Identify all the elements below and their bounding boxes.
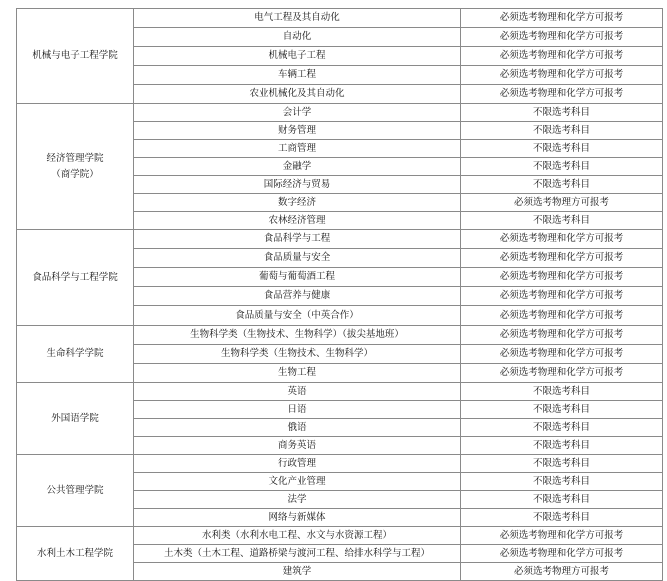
college-cell: [17, 383, 134, 455]
requirement-cell: 必须选考物理和化学方可报考: [461, 47, 663, 66]
requirement-cell: 不限选考科目: [461, 140, 663, 158]
table-row: [17, 455, 663, 473]
requirement-cell: 不限选考科目: [461, 212, 663, 230]
major-cell: 行政管理: [134, 455, 461, 473]
table-row: [17, 527, 663, 545]
table-row: [17, 104, 663, 122]
major-cell: 自动化: [134, 28, 461, 47]
requirement-cell: 必须选考物理和化学方可报考: [461, 364, 663, 383]
requirement-cell: 必须选考物理和化学方可报考: [461, 249, 663, 268]
major-cell: 水利类（水利水电工程、水文与水资源工程）: [134, 527, 461, 545]
major-cell: 生物科学类（生物技术、生物科学）（拔尖基地班）: [134, 326, 461, 345]
requirement-cell: 必须选考物理和化学方可报考: [461, 85, 663, 104]
requirement-cell: 必须选考物理和化学方可报考: [461, 287, 663, 306]
table-row: [17, 9, 663, 28]
requirement-cell: 必须选考物理方可报考: [461, 563, 663, 581]
major-cell: 建筑学: [134, 563, 461, 581]
college-name-line: 机械与电子工程学院: [32, 50, 118, 61]
requirement-cell: 不限选考科目: [461, 419, 663, 437]
requirement-cell: 必须选考物理和化学方可报考: [461, 268, 663, 287]
requirement-cell: 不限选考科目: [461, 437, 663, 455]
college-cell: [17, 9, 134, 104]
requirement-cell: 不限选考科目: [461, 455, 663, 473]
major-cell: 葡萄与葡萄酒工程: [134, 268, 461, 287]
requirement-cell: 必须选考物理和化学方可报考: [461, 306, 663, 326]
college-name-line: 外国语学院: [51, 412, 99, 424]
table-body: [17, 9, 663, 581]
table-row: [17, 383, 663, 401]
requirement-cell: 必须选考物理和化学方可报考: [461, 9, 663, 28]
requirement-cell: 不限选考科目: [461, 401, 663, 419]
major-cell: 英语: [134, 383, 461, 401]
major-cell: 国际经济与贸易: [134, 176, 461, 194]
requirement-cell: 必须选考物理和化学方可报考: [461, 545, 663, 563]
major-cell: 食品科学与工程: [134, 230, 461, 249]
major-cell: 法学: [134, 491, 461, 509]
college-name-line: （商学院）: [51, 168, 99, 180]
requirement-cell: 必须选考物理方可报考: [461, 194, 663, 212]
requirement-cell: 必须选考物理和化学方可报考: [461, 527, 663, 545]
requirement-cell: 必须选考物理和化学方可报考: [461, 326, 663, 345]
requirement-cell: 不限选考科目: [461, 104, 663, 122]
requirement-cell: 不限选考科目: [461, 509, 663, 527]
college-name-line: 公共管理学院: [46, 484, 104, 496]
college-cell: [17, 326, 134, 383]
requirement-cell: 不限选考科目: [461, 122, 663, 140]
college-cell: [17, 104, 134, 230]
requirement-cell: 必须选考物理和化学方可报考: [461, 345, 663, 364]
major-cell: 生物科学类（生物技术、生物科学）: [134, 345, 461, 364]
major-cell: 商务英语: [134, 437, 461, 455]
college-name-line: 水利土木工程学院: [36, 547, 113, 559]
requirement-cell: 不限选考科目: [461, 491, 663, 509]
major-cell: 文化产业管理: [134, 473, 461, 491]
major-cell: 食品质量与安全: [134, 249, 461, 268]
major-requirements-table: [16, 8, 663, 581]
major-cell: 食品营养与健康: [134, 287, 461, 306]
requirement-cell: 不限选考科目: [461, 383, 663, 401]
major-cell: 工商管理: [134, 140, 461, 158]
requirement-cell: 必须选考物理和化学方可报考: [461, 230, 663, 249]
requirement-cell: 必须选考物理和化学方可报考: [461, 66, 663, 85]
college-cell: [17, 455, 134, 527]
college-name-line: 生命科学学院: [46, 348, 104, 359]
college-cell: [17, 230, 134, 326]
requirement-cell: 不限选考科目: [461, 473, 663, 491]
major-cell: 生物工程: [134, 364, 461, 383]
major-cell: 车辆工程: [134, 66, 461, 85]
major-cell: 网络与新媒体: [134, 509, 461, 527]
table-row: [17, 326, 663, 345]
requirement-cell: 不限选考科目: [461, 176, 663, 194]
college-name-line: 经济管理学院: [46, 152, 104, 164]
major-cell: 农林经济管理: [134, 212, 461, 230]
major-cell: 食品质量与安全（中英合作）: [134, 306, 461, 326]
major-cell: 数字经济: [134, 194, 461, 212]
requirement-cell: 不限选考科目: [461, 158, 663, 176]
major-cell: 土木类（土木工程、道路桥梁与渡河工程、给排水科学与工程）: [134, 545, 461, 563]
college-name-line: 食品科学与工程学院: [32, 271, 118, 283]
major-cell: 金融学: [134, 158, 461, 176]
major-cell: 农业机械化及其自动化: [134, 85, 461, 104]
major-cell: 日语: [134, 401, 461, 419]
major-cell: 财务管理: [134, 122, 461, 140]
requirement-cell: 必须选考物理和化学方可报考: [461, 28, 663, 47]
major-cell: 电气工程及其自动化: [134, 9, 461, 28]
major-cell: 会计学: [134, 104, 461, 122]
college-cell: [17, 527, 134, 581]
table-row: [17, 230, 663, 249]
major-cell: 俄语: [134, 419, 461, 437]
major-cell: 机械电子工程: [134, 47, 461, 66]
